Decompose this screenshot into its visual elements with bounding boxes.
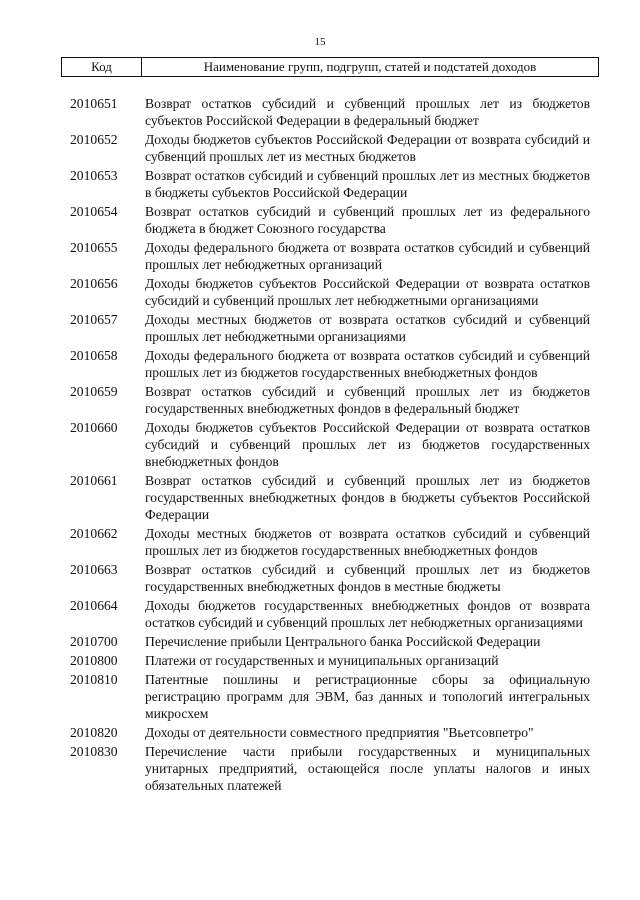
row-code: 2010656 [70, 276, 118, 291]
row-text: Доходы местных бюджетов от возврата остатков субсидий и субвенций прошлых лет небюджетными организациями [145, 312, 590, 344]
table-row [66, 525, 590, 559]
row-text: Доходы бюджетов субъектов Российской Федерации от возврата остатков субсидий и субвенций прошлых лет небюджетными организациями [145, 276, 590, 308]
row-text: Возврат остатков субсидий и субвенций прошлых лет из федерального бюджета в бюджет Союзного государства [145, 204, 590, 236]
row-code: 2010810 [70, 672, 118, 687]
table-row [66, 275, 590, 309]
row-text: Патентные пошлины и регистрационные сборы за официальную регистрацию программ для ЭВМ, баз данных и топологий интегральных микросхем [145, 672, 590, 721]
table-row [66, 472, 590, 523]
row-code: 2010657 [70, 312, 118, 327]
header-name: Наименование групп, подгрупп, статей и подстатей доходов [203, 59, 537, 74]
table-row [66, 561, 590, 595]
row-code: 2010664 [70, 598, 118, 613]
table-row [66, 95, 590, 129]
row-code: 2010652 [70, 132, 118, 147]
row-text: Возврат остатков субсидий и субвенций прошлых лет из бюджетов государственных внебюджетных фондов в федеральный бюджет [145, 384, 590, 416]
row-text: Перечисление части прибыли государственных и муниципальных унитарных предприятий, остающейся после уплаты налогов и иных обязательных платежей [145, 744, 590, 793]
row-text: Доходы местных бюджетов от возврата остатков субсидий и субвенций прошлых лет из бюджетов государственных внебюджетных фондов [145, 526, 590, 558]
row-text: Доходы бюджетов субъектов Российской Федерации от возврата остатков субсидий и субвенций прошлых лет из бюджетов государственных внебюджетных фондов [145, 420, 590, 469]
row-text: Доходы бюджетов субъектов Российской Федерации от возврата субсидий и субвенций прошлых лет из местных бюджетов [145, 132, 590, 164]
row-code: 2010661 [70, 473, 118, 488]
table-row [66, 167, 590, 201]
table-row [66, 203, 590, 237]
row-code: 2010663 [70, 562, 118, 577]
row-text: Доходы бюджетов государственных внебюджетных фондов от возврата остатков субсидий и субвенций прошлых лет небюджетных организациями [145, 598, 590, 630]
row-code: 2010655 [70, 240, 118, 255]
row-code: 2010700 [70, 634, 118, 649]
row-text: Возврат остатков субсидий и субвенций прошлых лет из бюджетов государственных внебюджетных фондов в бюджеты субъектов Российской Федерации [145, 473, 590, 522]
table-row [66, 311, 590, 345]
table-body [66, 95, 590, 796]
row-code: 2010820 [70, 725, 118, 740]
table-row [66, 419, 590, 470]
table-row [66, 743, 590, 794]
table-row [66, 652, 590, 669]
row-text: Перечисление прибыли Центрального банка Российской Федерации [145, 634, 541, 649]
table-row [66, 671, 590, 722]
row-code: 2010651 [70, 96, 118, 111]
row-text: Возврат остатков субсидий и субвенций прошлых лет из местных бюджетов в бюджеты субъектов Российской Федерации [145, 168, 590, 200]
row-text: Доходы от деятельности совместного предприятия "Вьетсовпетро" [145, 725, 534, 740]
row-code: 2010659 [70, 384, 118, 399]
table-row [66, 633, 590, 650]
table-row [66, 131, 590, 165]
row-code: 2010662 [70, 526, 118, 541]
table-row [66, 724, 590, 741]
row-code: 2010654 [70, 204, 118, 219]
table-row [66, 383, 590, 417]
table-row [66, 597, 590, 631]
page-number: 15 [314, 36, 326, 48]
row-code: 2010658 [70, 348, 118, 363]
row-text: Платежи от государственных и муниципальных организаций [145, 653, 499, 668]
table-header [61, 57, 599, 77]
row-text: Доходы федерального бюджета от возврата остатков субсидий и субвенций прошлых лет из бюджетов государственных внебюджетных фондов [145, 348, 590, 380]
table-row [66, 347, 590, 381]
row-text: Возврат остатков субсидий и субвенций прошлых лет из бюджетов государственных внебюджетных фондов в местные бюджеты [145, 562, 590, 594]
row-code: 2010660 [70, 420, 118, 435]
table-row [66, 239, 590, 273]
row-text: Доходы федерального бюджета от возврата остатков субсидий и субвенций прошлых лет небюджетных организаций [145, 240, 590, 272]
row-code: 2010830 [70, 744, 118, 759]
row-code: 2010653 [70, 168, 118, 183]
header-code: Код [62, 58, 142, 76]
row-code: 2010800 [70, 653, 118, 668]
row-text: Возврат остатков субсидий и субвенций прошлых лет из бюджетов субъектов Российской Федерации в федеральный бюджет [145, 96, 590, 128]
